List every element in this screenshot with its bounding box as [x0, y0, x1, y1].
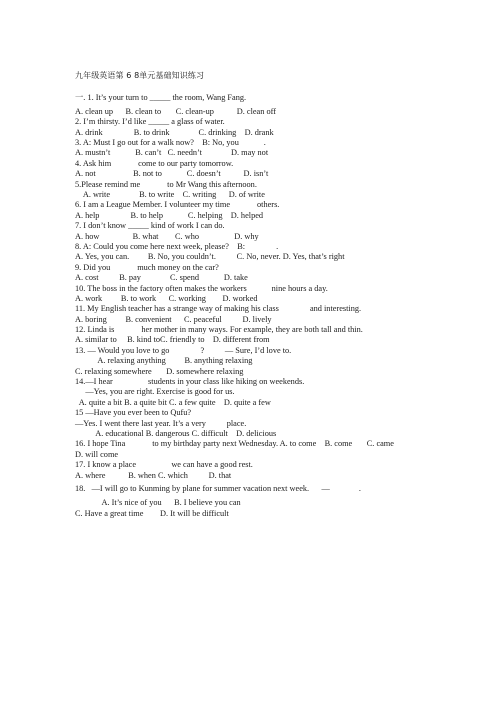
exercise-line: —Yes. I went there last year. It’s a very place.	[75, 418, 247, 428]
exercise-line: A. similar to B. kind toC. friendly to D. different from	[75, 335, 270, 345]
exercise-line: 10. The boss in the factory often makes the workers nine hours a day.	[75, 283, 328, 293]
exercise-line: 18. —I will go to Kunming by plane for summer vacation next week. — .	[75, 484, 361, 494]
exercise-line: 14.—I hear students in your class like hiking on weekends.	[75, 377, 305, 387]
exercise-line: A. It’s nice of you B. I believe you can	[75, 498, 241, 508]
exercise-line: D. will come	[75, 449, 119, 459]
exercise-line: 4. Ask him come to our party tomorrow.	[75, 158, 234, 168]
exercise-line: 8. A: Could you come here next week, please? B: .	[75, 241, 279, 251]
exercise-line: A. quite a bit B. a quite bit C. a few quite D. quite a few	[75, 397, 271, 407]
exercise-line: C. Have a great time D. It will be difficult	[75, 508, 229, 518]
exercise-line: A. where B. when C. which D. that	[75, 470, 232, 480]
exercise-line: A. how B. what C. who D. why	[75, 231, 259, 241]
exercise-line: A. cost B. pay C. spend D. take	[75, 273, 248, 283]
exercise-line: A. drink B. to drink C. drinking D. drank	[75, 127, 274, 137]
exercise-line: A. not B. not to C. doesn’t D. isn’t	[75, 169, 269, 179]
exercise-line: —Yes, you are right. Exercise is good for us.	[75, 387, 235, 397]
exercise-line: 17. I know a place we can have a good rest.	[75, 460, 253, 470]
exercise-line: 9. Did you much money on the car?	[75, 262, 219, 272]
exercise-line: 2. I’m thirsty. I’d like _____ a glass of water.	[75, 117, 225, 127]
exercise-line: 6. I am a League Member. I volunteer my time others.	[75, 200, 280, 210]
exercise-line: 11. My English teacher has a strange way of making his class and interesting.	[75, 304, 362, 314]
exercise-line: A. educational B. dangerous C. difficult D. delicious	[75, 429, 277, 438]
exercise-line: C. relaxing somewhere D. somewhere relaxing	[75, 366, 244, 376]
exercise-line: A. help B. to help C. helping D. helped	[75, 210, 264, 220]
exercise-line: 16. I hope Tina to my birthday party next Wednesday. A. to come B. come C. came	[75, 439, 394, 449]
exercise-line: A. work B. to work C. working D. worked	[75, 293, 258, 303]
exercise-line: A. relaxing anything B. anything relaxing	[75, 356, 253, 366]
exercise-line: 7. I don’t know _____ kind of work I can do.	[75, 221, 225, 231]
exercise-line: A. mustn’t B. can’t C. needn’t D. may not	[75, 148, 269, 158]
exercise-line: A. clean up B. clean to C. clean-up D. clean off	[75, 106, 276, 116]
exercise-line: 15 —Have you ever been to Qufu?	[75, 408, 192, 418]
exercise-line: 13. — Would you love to go ? — Sure, I’d love to.	[75, 345, 292, 355]
exercise-line: 一. 1. It’s your turn to _____ the room, Wang Fang.	[75, 93, 247, 102]
exercise-line: 12. Linda is her mother in many ways. For example, they are both tall and thin.	[75, 325, 363, 335]
exercise-line: 5.Please remind me to Mr Wang this afternoon.	[75, 179, 257, 189]
exercise-line: A. Yes, you can. B. No, you couldn’t. C. No, never. D. Yes, that’s right	[75, 252, 345, 262]
exercise-body	[75, 93, 475, 519]
exercise-line: 3. A: Must I go out for a walk now? B: No, you .	[75, 138, 266, 148]
exercise-line: A. write B. to write C. writing D. of write	[75, 190, 265, 200]
worksheet-title: 九年级英语第 6 8单元基础知识练习	[75, 71, 205, 80]
exercise-line: A. boring B. convenient C. peaceful D. lively	[75, 314, 272, 324]
